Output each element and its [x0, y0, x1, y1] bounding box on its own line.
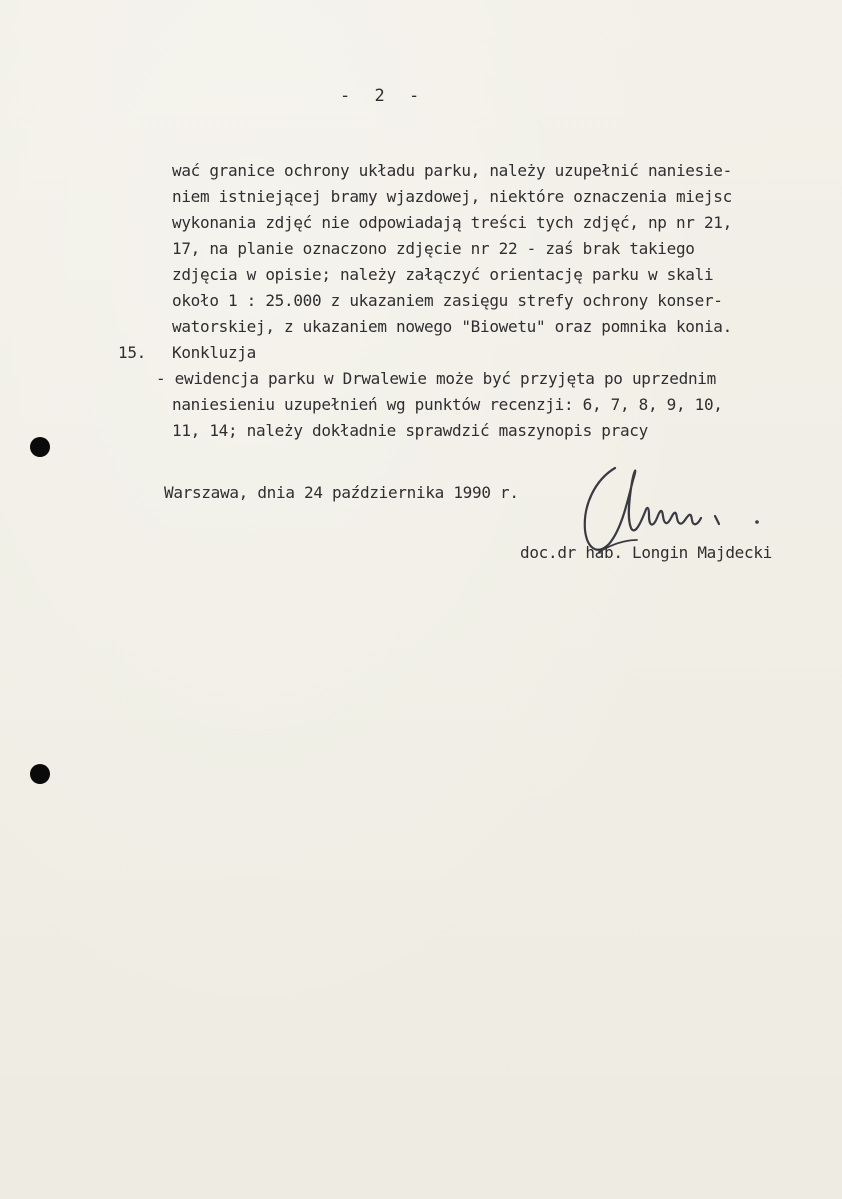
body-line: wać granice ochrony układu parku, należy uzupełnić naniesie- [172, 161, 732, 180]
body-line: zdjęcia w opisie; należy załączyć orientację parku w skali [172, 265, 714, 284]
section-title: Konkluzja [172, 343, 256, 362]
conclusion-line: - ewidencja parku w Drwalewie może być przyjęta po uprzednim [156, 369, 716, 388]
body-line: wykonania zdjęć nie odpowiadają treści tych zdjęć, np nr 21, [172, 213, 732, 232]
body-line: watorskiej, z ukazaniem nowego "Biowetu" oraz pomnika konia. [172, 317, 732, 336]
punch-hole [30, 437, 50, 457]
conclusion-line: 11, 14; należy dokładnie sprawdzić maszynopis pracy [172, 421, 648, 440]
body-line: około 1 : 25.000 z ukazaniem zasięgu strefy ochrony konser- [172, 291, 723, 310]
body-line: niem istniejącej bramy wjazdowej, niektóre oznaczenia miejsc [172, 187, 732, 206]
section-number: 15. [118, 343, 146, 362]
page-number: - 2 - [340, 86, 422, 106]
punch-hole [30, 764, 50, 784]
signatory-name: doc.dr hab. Longin Majdecki [520, 543, 772, 562]
conclusion-line: naniesieniu uzupełnień wg punktów recenzji: 6, 7, 8, 9, 10, [172, 395, 723, 414]
place-and-date: Warszawa, dnia 24 października 1990 r. [164, 483, 519, 502]
body-line: 17, na planie oznaczono zdjęcie nr 22 - zaś brak takiego [172, 239, 695, 258]
